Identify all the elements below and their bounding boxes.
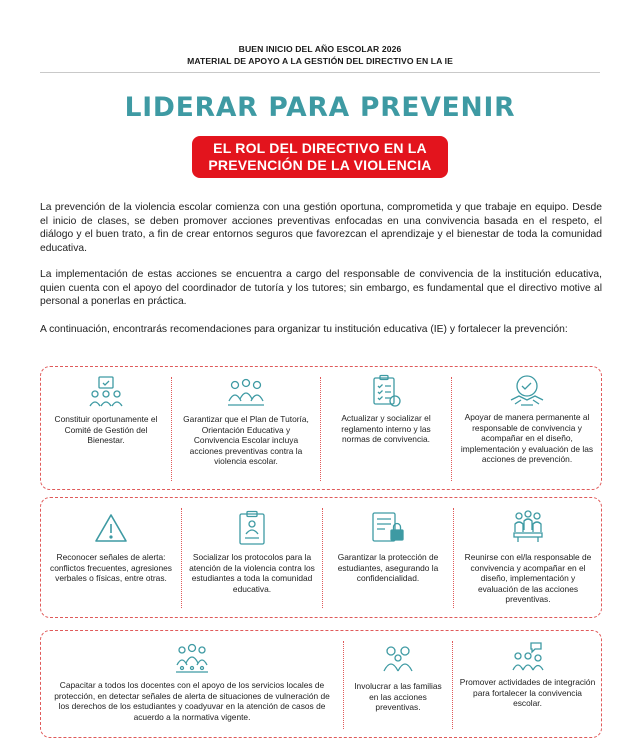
protocol-icon [237, 510, 267, 546]
recommendation-card [452, 367, 602, 489]
page-title: LIDERAR PARA PREVENIR [124, 92, 516, 123]
recommendation-text: Constituir oportunamente el Comité de Gestión del Bienestar. [54, 414, 158, 446]
families-icon [382, 643, 414, 673]
handshake-icon [509, 374, 545, 408]
recommendation-card [41, 498, 181, 617]
recommendations-row-2 [40, 497, 602, 618]
responsibility-paragraph: La implementación de estas acciones se encuentra a cargo del responsable de convivencia de la institución educativa, quien cuenta con el apoyo del coordinador de tutoría y los tutores; sin embargo, es fundamental que el directivo motive al personal a ponerlas en práctica. [40, 269, 602, 307]
recommendation-text: Reconocer señales de alerta: conflictos frecuentes, agresiones verbales o físicas, entre otras. [50, 552, 172, 584]
recommendation-text: Promover actividades de integración para fortalecer la convivencia escolar. [459, 677, 596, 709]
checklist-icon [371, 374, 401, 408]
recommendation-text: Involucrar a las familias en las acciones preventivas. [354, 681, 442, 713]
intro-paragraph: La prevención de la violencia escolar comienza con una gestión oportuna, comprometida y que trabaje en equipo. Desde el inicio de clases, se deben promover acciones preventivas enfocadas en una convivencia basada en el respeto, el diálogo y el buen trato, a fin de crear entornos seguros que favorezcan el aprendizaje y el bienestar de toda la comunidad educativa. [40, 202, 602, 254]
recommendation-text: Garantizar que el Plan de Tutoría, Orientación Educativa y Convivencia Escolar incluya acciones preventivas contra la violencia escolar. [183, 414, 309, 467]
recommendation-text: Socializar los protocolos para la atención de la violencia contra los estudiantes a toda la comunidad educativa. [189, 552, 315, 594]
recommendations-row-3 [40, 630, 602, 738]
recommendation-card [182, 498, 322, 617]
header-line-1: BUEN INICIO DEL AÑO ESCOLAR 2026 [238, 44, 402, 54]
recommendation-card [321, 367, 451, 489]
integration-icon [511, 641, 545, 671]
recommendation-card [323, 498, 453, 617]
group-plan-icon [227, 377, 265, 407]
meeting-icon [511, 510, 545, 544]
recommendation-text: Garantizar la protección de estudiantes, asegurando la confidencialidad. [337, 552, 439, 584]
recommendation-card [41, 367, 171, 489]
warning-icon [94, 513, 128, 543]
header-divider [40, 72, 600, 73]
committee-icon [89, 375, 123, 409]
recommendation-text: Apoyar de manera permanente al responsable de convivencia y acompañar en el diseño, implementación y evaluación de las acciones de prevención. [460, 412, 594, 465]
recommendation-card [344, 631, 452, 737]
recommendation-text: Actualizar y socializar el reglamento interno y las normas de convivencia. [341, 413, 431, 445]
training-icon [175, 643, 209, 673]
recommendations-row-1 [40, 366, 602, 490]
recommendation-card [454, 498, 602, 617]
subtitle-banner [192, 136, 448, 178]
recommendations-intro: A continuación, encontrarás recomendaciones para organizar tu institución educativa (IE) y fortalecer la prevención: [40, 324, 568, 335]
document-header [0, 43, 640, 67]
recommendation-card [453, 631, 602, 737]
recommendation-card [41, 631, 343, 737]
header-line-2: MATERIAL DE APOYO A LA GESTIÓN DEL DIRECTIVO EN LA IE [187, 56, 453, 66]
data-protection-icon [371, 510, 405, 544]
recommendation-text: Reunirse con el/la responsable de convivencia y acompañar en el diseño, implementación y evaluación de las acciones preventivas. [464, 552, 592, 605]
subtitle-line-2: PREVENCIÓN DE LA VIOLENCIA [208, 157, 432, 173]
recommendation-card [172, 367, 320, 489]
subtitle-line-1: EL ROL DEL DIRECTIVO EN LA [213, 140, 427, 156]
recommendation-text: Capacitar a todos los docentes con el apoyo de los servicios locales de protección, en detectar señales de alerta de situaciones de vulneración de los derechos de los estudiantes y coadyuvar en la atención de casos de acuerdo a la normativa vigente. [54, 680, 330, 722]
